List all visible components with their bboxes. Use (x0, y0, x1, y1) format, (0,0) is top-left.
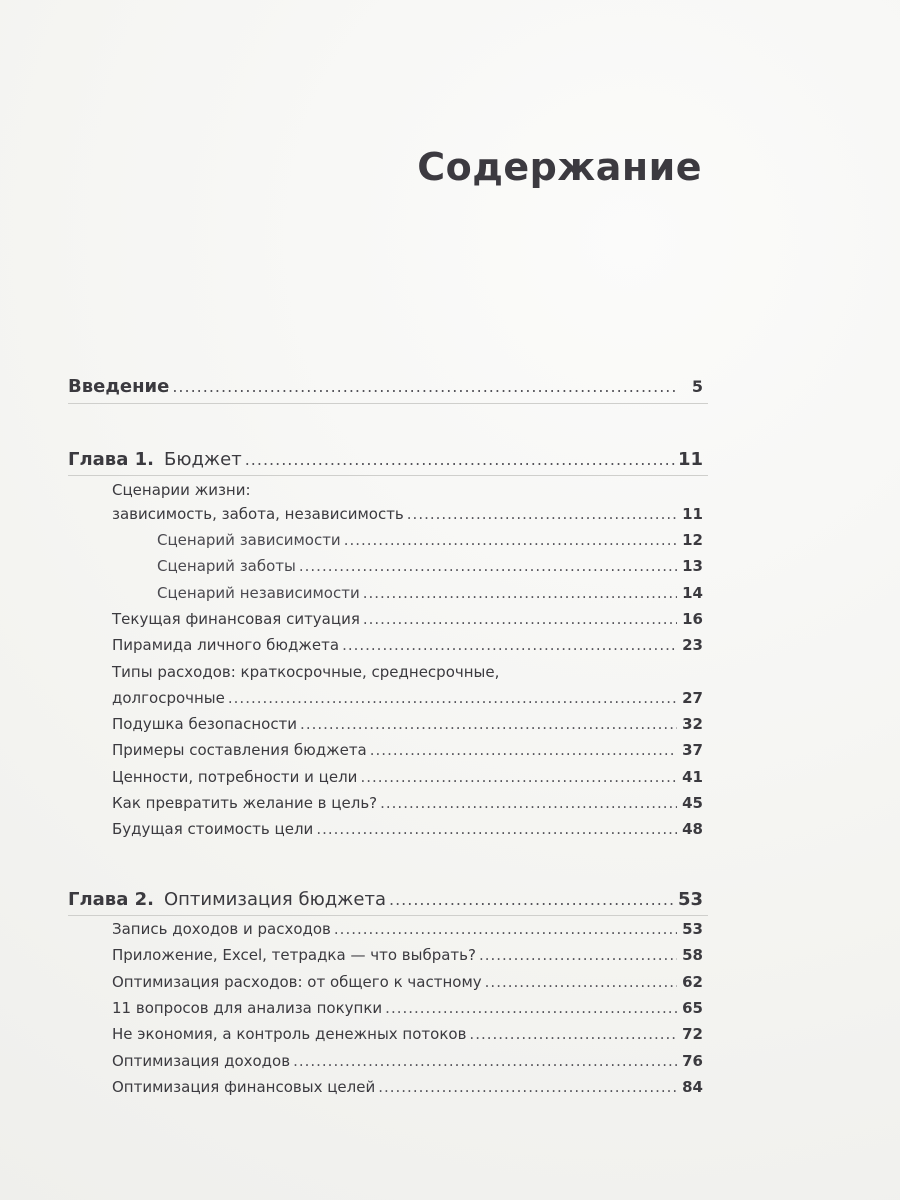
dot-leader (300, 715, 677, 733)
toc-entry-title: Текущая финансовая ситуация (112, 610, 360, 628)
toc-entry[interactable] (112, 505, 703, 523)
toc-page-number: 14 (682, 584, 703, 602)
toc-subentry[interactable] (157, 557, 703, 575)
toc-chapter-1[interactable] (68, 449, 703, 470)
toc-page-number: 32 (682, 715, 703, 733)
toc-entry-title: долгосрочные (112, 689, 225, 707)
toc-page-number: 84 (682, 1078, 703, 1096)
toc-page-number: 65 (682, 999, 703, 1017)
toc-entry-title: Пирамида личного бюджета (112, 636, 340, 654)
toc-entry-first-line: Сценарии жизни: (112, 481, 251, 499)
dot-leader (389, 890, 676, 909)
toc-entry[interactable] (112, 1052, 703, 1070)
toc-page-number: 23 (682, 636, 703, 654)
toc-entry-title: Оптимизация доходов (112, 1052, 291, 1070)
toc-entry-title: Примеры составления бюджета (112, 741, 367, 759)
toc-page-number: 45 (682, 794, 703, 812)
toc-page-number: 76 (682, 1052, 703, 1070)
chapter-title: Бюджет (163, 449, 242, 470)
dot-leader (344, 531, 677, 549)
toc-entry[interactable] (112, 768, 703, 786)
dot-leader (228, 689, 677, 707)
toc-page-number: 11 (682, 505, 703, 523)
divider (68, 915, 708, 916)
dot-leader (378, 1078, 677, 1096)
toc-entry-title: Сценарий зависимости (157, 531, 341, 549)
toc-entry-title: зависимость, забота, независимость (112, 505, 404, 523)
dot-leader (293, 1052, 677, 1070)
toc-entry-title: Запись доходов и расходов (112, 920, 331, 938)
toc-entry-title: Оптимизация финансовых целей (112, 1078, 376, 1096)
toc-entry[interactable] (112, 689, 703, 707)
toc-entry[interactable] (112, 610, 703, 628)
toc-entry-title: Введение (68, 376, 170, 397)
toc-entry-title: Подушка безопасности (112, 715, 298, 733)
toc-page-number: 53 (677, 889, 703, 910)
toc-entry[interactable] (112, 999, 703, 1017)
toc-entry[interactable] (112, 741, 703, 759)
toc-page-number: 5 (691, 377, 703, 396)
toc-entry-title: Как превратить желание в цель? (112, 794, 378, 812)
dot-leader (172, 377, 677, 396)
dot-leader (342, 636, 677, 654)
toc-page-number: 58 (682, 946, 703, 964)
toc-entry[interactable] (112, 715, 703, 733)
toc-subentry[interactable] (157, 584, 703, 602)
toc-page-number: 72 (682, 1025, 703, 1043)
dot-leader (363, 610, 677, 628)
toc-entry-title: 11 вопросов для анализа покупки (112, 999, 383, 1017)
toc-page-number: 12 (682, 531, 703, 549)
toc-entry-title: Ценности, потребности и цели (112, 768, 358, 786)
toc-entry[interactable] (112, 920, 703, 938)
dot-leader (485, 973, 677, 991)
toc-entry-first-line: Типы расходов: краткосрочные, среднесрочные, (112, 663, 500, 681)
toc-page-number: 11 (677, 449, 703, 470)
dot-leader (380, 794, 677, 812)
chapter-title: Оптимизация бюджета (163, 889, 386, 910)
toc-entry-title: Будущая стоимость цели (112, 820, 314, 838)
toc-entry[interactable] (112, 973, 703, 991)
toc-page-number: 48 (682, 820, 703, 838)
toc-page-number: 62 (682, 973, 703, 991)
toc-entry[interactable] (112, 1078, 703, 1096)
page-title: Содержание (417, 145, 702, 189)
dot-leader (360, 768, 677, 786)
toc-entry-title: Приложение, Excel, тетрадка — что выбрать? (112, 946, 476, 964)
toc-entry[interactable] (112, 794, 703, 812)
toc-page-number: 53 (682, 920, 703, 938)
toc-entry[interactable] (112, 946, 703, 964)
toc-entry[interactable] (112, 1025, 703, 1043)
chapter-number: Глава 1. (68, 449, 154, 470)
toc-entry-title: Сценарий заботы (157, 557, 296, 575)
dot-leader (299, 557, 677, 575)
dot-leader (334, 920, 677, 938)
toc-page-number: 13 (682, 557, 703, 575)
toc-chapter-2[interactable] (68, 889, 703, 910)
dot-leader (363, 584, 677, 602)
toc-page-number: 27 (682, 689, 703, 707)
dot-leader (469, 1025, 677, 1043)
toc-entry-title: Не экономия, а контроль денежных потоков (112, 1025, 467, 1043)
toc-subentry[interactable] (157, 531, 703, 549)
toc-page-number: 41 (682, 768, 703, 786)
toc-page-number: 16 (682, 610, 703, 628)
dot-leader (245, 450, 676, 469)
chapter-number: Глава 2. (68, 889, 154, 910)
toc-entry[interactable] (112, 820, 703, 838)
toc-entry[interactable] (112, 636, 703, 654)
toc-entry-title: Сценарий независимости (157, 584, 360, 602)
toc-entry-title: Оптимизация расходов: от общего к частному (112, 973, 482, 991)
dot-leader (385, 999, 677, 1017)
divider (68, 403, 708, 404)
dot-leader (316, 820, 677, 838)
dot-leader (479, 946, 677, 964)
dot-leader (407, 505, 677, 523)
toc-page-number: 37 (682, 741, 703, 759)
toc-entry-intro[interactable] (68, 376, 703, 397)
dot-leader (370, 741, 677, 759)
divider (68, 475, 708, 476)
